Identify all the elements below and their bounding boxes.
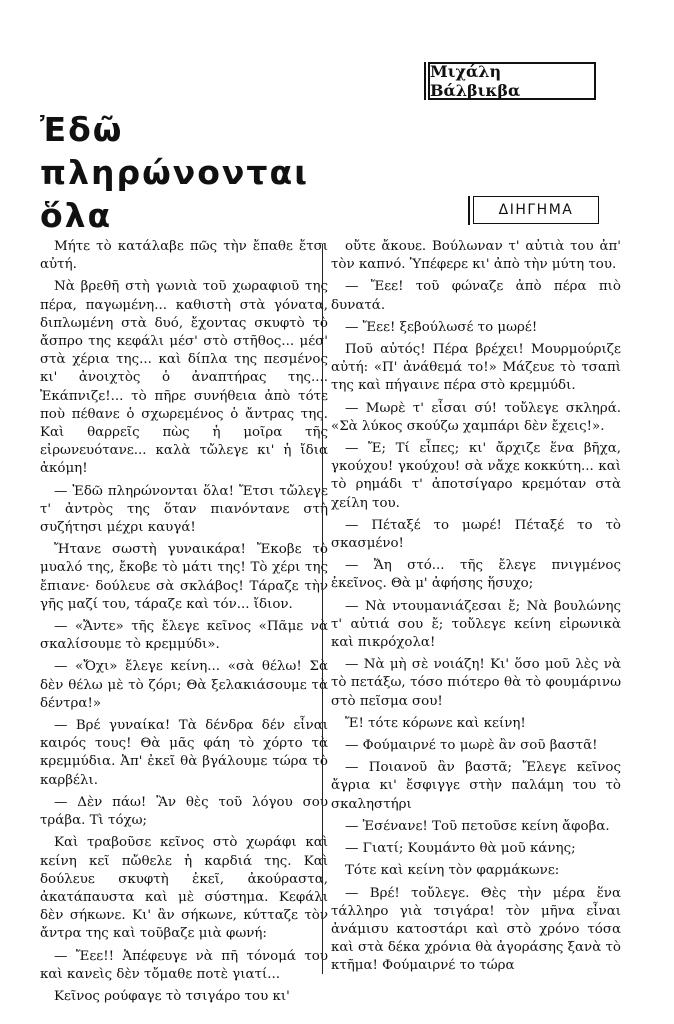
paragraph: — Φούμαιρνέ το μωρὲ ἂν σοῦ βαστᾶ!	[345, 738, 598, 754]
paragraph: — «Ἄντε» τῆς ἔλεγε κεῖνος «Πᾶμε νὰ σκαλίσουμε τὸ κρεμμύδι».	[40, 619, 328, 653]
paragraph: — Ἄη στό... τῆς ἔλεγε πνιγμένος ἐκεῖνος. Θὰ μ' ἀφήσης ἥσυχο;	[331, 558, 621, 592]
paragraph: Κεῖνος ρούφαγε τὸ τσιγάρο του κι'	[54, 988, 290, 1004]
paragraph: Τότε καὶ κείνη τὸν φαρμάκωνε:	[345, 863, 560, 879]
paragraph: — Ἔεε!! Ἀπέφευγε νὰ πῆ τόνομά του καὶ κανεὶς δὲν τὄμαθε ποτὲ γιατί...	[40, 948, 328, 982]
paragraph: — «Ὄχι» ἔλεγε κείνη... «σὰ θέλω! Σὰ δὲν θέλω μὲ τὸ ζόρι; Θὰ ξελακιάσουμε τὰ δέντρα!»	[40, 659, 328, 711]
paragraph: — Βρέ! τοὔλεγε. Θὲς τὴν μέρα ἕνα τάλληρο γιὰ τσιγάρα! τὸν μῆνα εἶναι ἀνάμισυ κατοστάρι καὶ στὸ χρόνο τόσα καὶ στὰ δέκα χρόνια θὰ ἀγοράσης ξανὰ τὸ κτῆμα! Φούμαιρνέ το τώρα	[331, 885, 621, 974]
author-name-box	[428, 62, 596, 100]
paragraph: — Ἔεε! ξεβούλωσέ το μωρέ!	[345, 319, 538, 335]
paragraph: — Μωρὲ τ' εἶσαι σύ! τοὔλεγε σκληρά. «Σὰ λύκος σκούζω χαμπάρι δὲν ἔχεις!».	[331, 400, 621, 434]
paragraph: οὔτε ἄκουε. Βούλωναν τ' αὐτιὰ του ἀπ' τὸν καπνό. Ὑπέφερε κι' ἀπὸ τὴν μύτη του.	[331, 239, 621, 273]
paragraph: — Γιατί; Κουμάντο θὰ μοῦ κάνης;	[345, 841, 576, 857]
paragraph: Νὰ βρεθῆ στὴ γωνιὰ τοῦ χωραφιοῦ της πέρα, παγωμένη... καθιστὴ στὰ γόνατα, διπλωμένη στὰ δυό, ἔχοντας σκυφτὸ τὸ ἄσπρο της κεφάλι μέσ' στὸ στῆθος... μέσ' στὰ χέρια της... καὶ δίπλα της πεσμένος κι' ἀνοιχτὸς ὁ ἀναπτήρας της.... Ἐκάπνιζε!... τὸ πῆρε συνήθεια ἀπὸ τότε ποὺ πέθανε ὁ σχωρεμένος ὁ ἄντρας της. Καὶ θαρρεῖς πὼς ἡ μοῖρα τῆς εἰρωνευότανε... καλὰ τὤλεγε κι' ἡ ἴδια ἀκόμη!	[40, 279, 328, 477]
title-line: Ἐδῶ	[40, 110, 124, 149]
text-column-right	[331, 238, 621, 980]
paragraph: — Ἐσένανε! Τοῦ πετοῦσε κείνη ἄφοβα.	[345, 818, 610, 834]
paragraph: — Ἔεε! τοῦ φώναζε ἀπὸ πέρα πιὸ δυνατά.	[331, 279, 621, 313]
story-title	[40, 108, 400, 237]
paragraph: Ἤτανε σωστὴ γυναικάρα! Ἔκοβε τὸ μυαλό της, ἔκοβε τὸ μάτι της! Τὸ χέρι της ἔπιανε· δούλευε σὰ σκλάβος! Τάραζε τὴν γῆς μαζί του, τάραζε καὶ τόν... ἴδιον.	[40, 542, 328, 612]
paragraph: Ἔ! τότε κόρωνε καὶ κείνη!	[345, 715, 526, 731]
paragraph: — Νὰ ντουμανιάζεσαι ἔ; Νὰ βουλώνης τ' αὐτιά σου ἔ; τοὔλεγε κείνη εἰρωνικὰ καὶ πικρόχολα!	[331, 598, 621, 651]
paragraph: — Δὲν πάω! Ἂν θὲς τοῦ λόγου σου τράβα. Τὶ τόχω;	[40, 794, 328, 829]
column-divider	[322, 244, 323, 974]
paragraph: — Ἐδῶ πληρώνονται ὅλα! Ἔτσι τὤλεγε τ' ἀντρὸς της ὅταν πιανόντανε στὴ συζήτησι μέχρι καυγά!	[40, 483, 328, 536]
paragraph: Μήτε τὸ κατάλαβε πῶς τὴν ἔπαθε ἔτσι αὐτή.	[40, 239, 328, 273]
paragraph: — Νὰ μὴ σὲ νοιάζη! Κι' ὅσο μοῦ λὲς νὰ τὸ πετάξω, τόσο πιότερο θὰ τὸ φουμάρινω στὸ πεῖσμα σου!	[331, 657, 621, 709]
paragraph: Καὶ τραβοῦσε κεῖνος στὸ χωράφι καὶ κείνη κεῖ πὤθελε ἡ καρδιά της. Καὶ δούλευε σκυφτὴ ἐκεῖ, ἀκούραστα, ἀκατάπαυστα καὶ μὲ σύστημα. Κεφάλι δὲν σήκωνε. Κι' ἂν σήκωνε, κύτταζε τὸν ἄντρα της καὶ τοῦβαζε μιὰ φωνή:	[40, 835, 328, 942]
paragraph: — Ποιανοῦ ἂν βαστᾶ; Ἔλεγε κεῖνος ἄγρια κι' ἔσφιγγε στὴν παλάμη του τὸ σκαληστήρι	[331, 760, 621, 812]
genre-label-box	[473, 196, 599, 224]
paragraph: Ποῦ αὐτός! Πέρα βρέχει! Μουρμούριζε αὐτή: «Π' ἀνάθεμά το!» Μάζευε τὸ τσαπὶ της καὶ πήγαινε πέρα στὸ κρεμμύδι.	[331, 342, 621, 394]
text-column-left	[40, 238, 328, 1010]
author-name: Μιχάλη Βάλβικβα	[430, 62, 521, 100]
title-line: πληρώνονται	[40, 153, 310, 192]
genre-label: ΔΙΗΓΗΜΑ	[498, 202, 574, 218]
paragraph: — Πέταξέ το μωρέ! Πέταξέ το τὸ σκασμένο!	[331, 517, 621, 552]
title-line: ὅλα	[40, 196, 113, 235]
paragraph: — Βρέ γυναίκα! Τὰ δένδρα δέν εἶναι καιρός τους! Θὰ μᾶς φάη τὸ χόρτο τὰ κρεμμύδια. Ἀπ' ἐκεῖ θὰ βγάλουμε τώρα τὸ καρβέλι.	[40, 718, 328, 788]
paragraph: — Ἔ; Τί εἶπες; κι' ἄρχιζε ἕνα βῆχα, γκούχου! γκούχου! σὰ νἄχε κοκκύτη... καὶ τὸ ρημάδι τ' ἀποτσίγαρο κρεμόταν στὰ χείλη του.	[331, 441, 621, 511]
